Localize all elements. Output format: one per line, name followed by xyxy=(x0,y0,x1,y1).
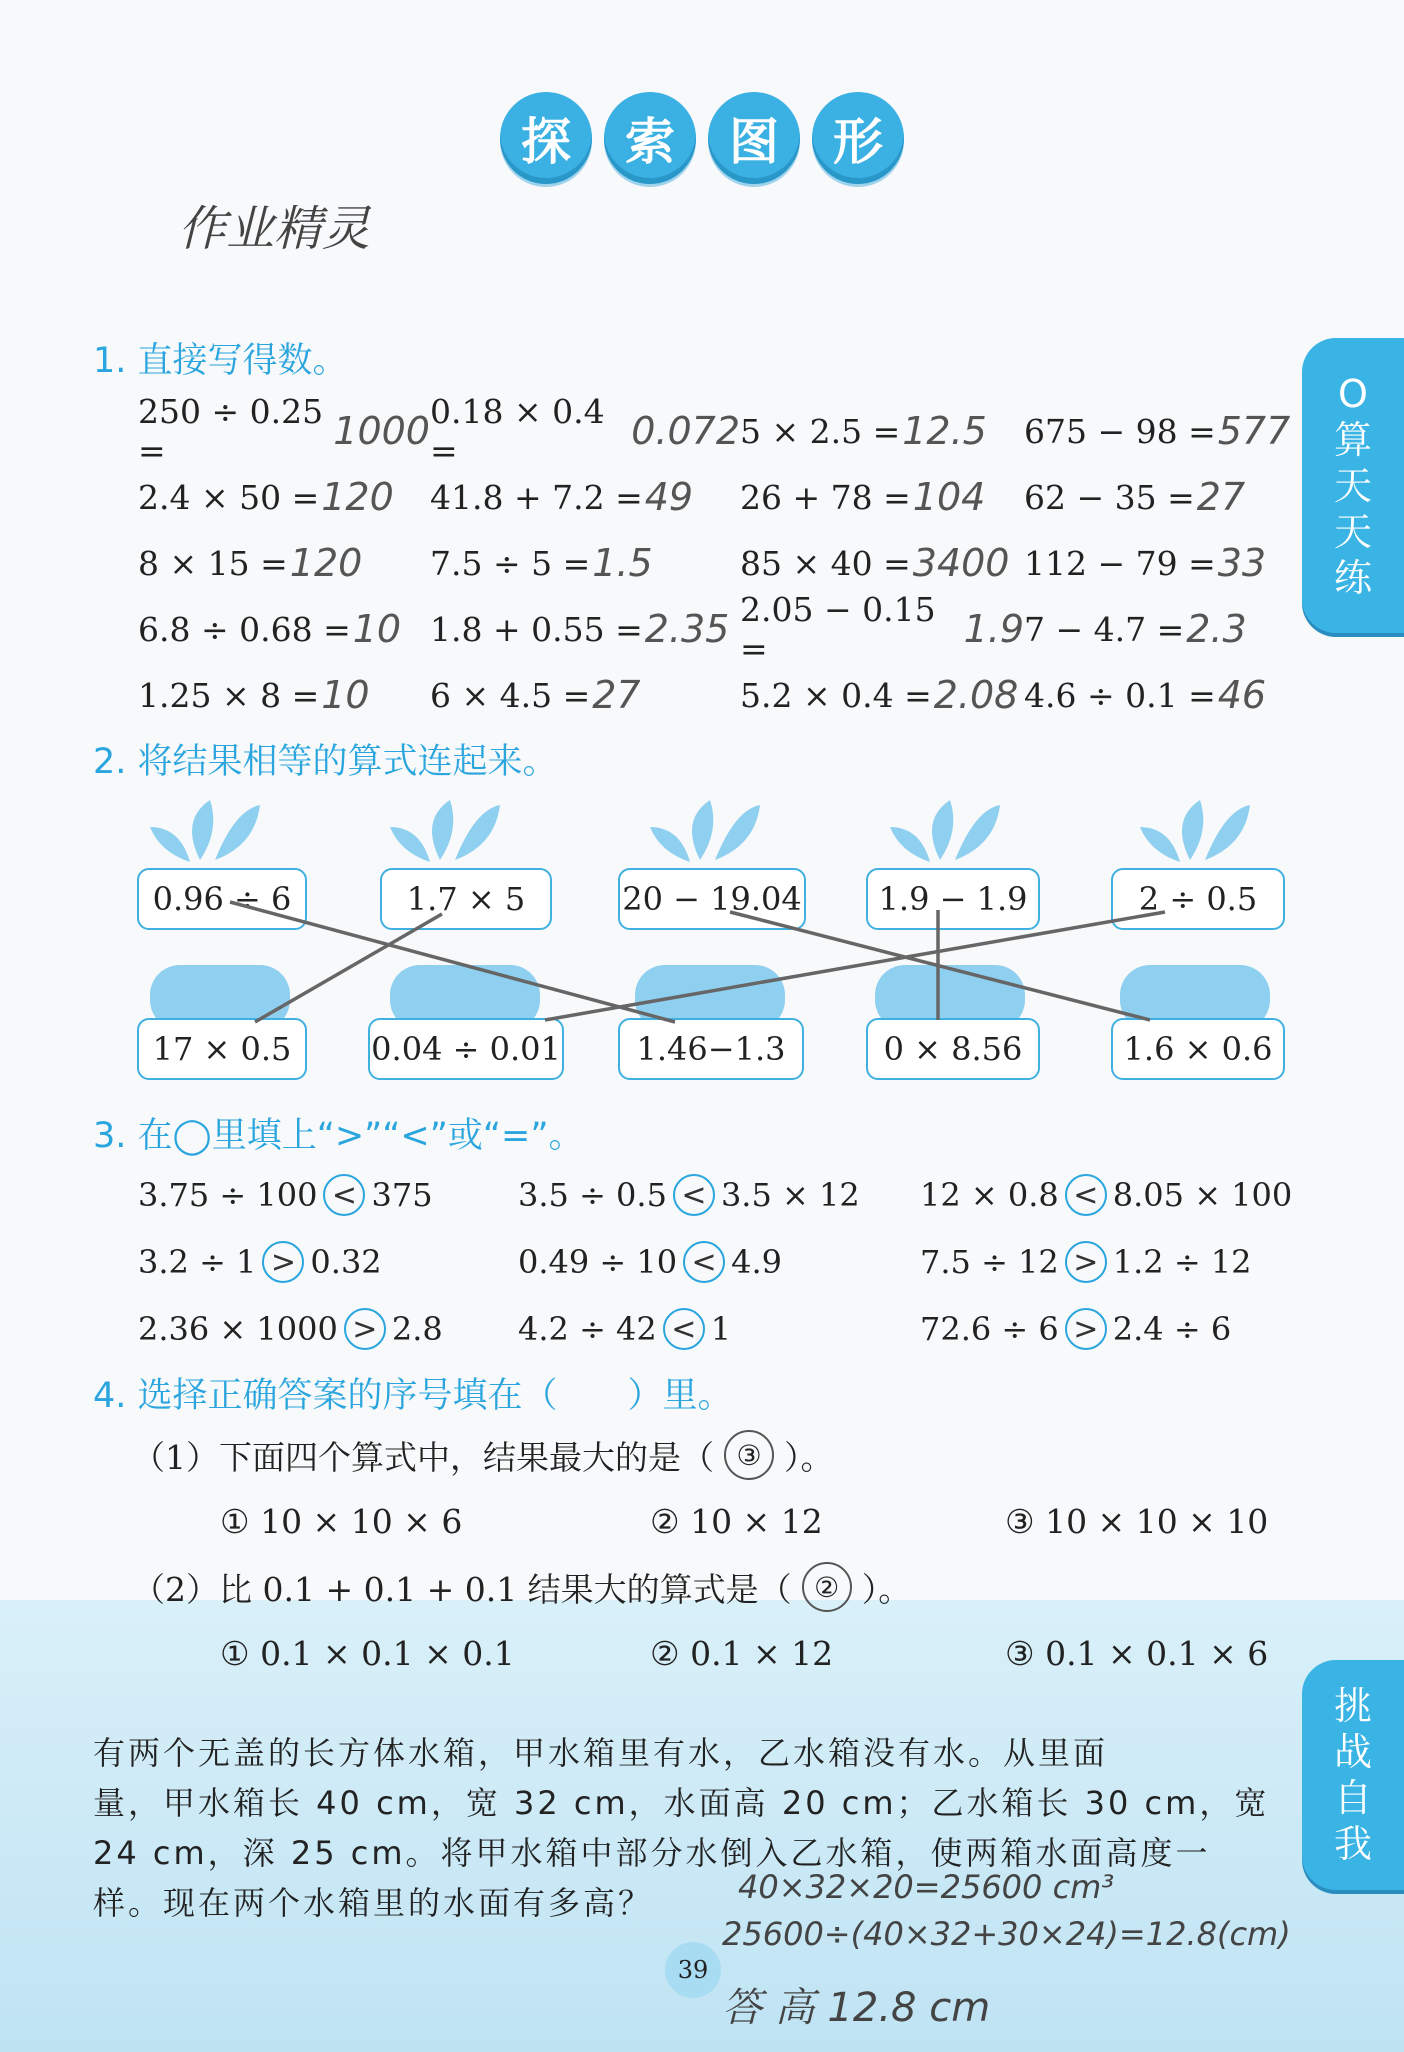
expression-box-top[interactable]: 1.9 − 1.9 xyxy=(866,868,1040,930)
comparison-item xyxy=(518,1174,860,1216)
tab-char: 战 xyxy=(1333,1730,1372,1774)
right-expr: 1 xyxy=(710,1310,732,1348)
expression: 4.6 ÷ 0.1 = xyxy=(1024,675,1216,715)
math-item xyxy=(1024,673,1294,717)
math-item xyxy=(1024,409,1294,453)
comparison-item xyxy=(920,1174,1292,1216)
answer: 46 xyxy=(1217,673,1267,717)
answer: 120 xyxy=(321,475,394,519)
answer: 1.5 xyxy=(592,541,653,585)
handwritten-note: 作业精灵 xyxy=(178,201,371,257)
right-expr: 4.9 xyxy=(731,1243,783,1281)
math-item xyxy=(1024,607,1294,651)
expression: 250 ÷ 0.25 = xyxy=(138,392,324,470)
math-item xyxy=(740,541,1024,585)
answer: 104 xyxy=(912,475,986,519)
math-row xyxy=(138,662,1294,728)
left-expr: 3.5 ÷ 0.5 xyxy=(518,1176,667,1214)
compare-circle[interactable]: < xyxy=(683,1241,725,1283)
handwritten-work-line: 40×32×20=25600 cm³ xyxy=(738,1868,1115,1906)
math-row xyxy=(138,464,1294,530)
answer: 577 xyxy=(1217,409,1291,453)
expression-box-top[interactable]: 2 ÷ 0.5 xyxy=(1111,868,1285,930)
compare-circle[interactable]: < xyxy=(673,1174,715,1216)
math-item xyxy=(430,475,740,519)
answer: 3400 xyxy=(912,541,1010,585)
compare-circle[interactable]: > xyxy=(262,1241,304,1283)
page-number: 39 xyxy=(665,1942,721,1998)
answer: 1.9 xyxy=(963,607,1024,651)
side-tab-challenge xyxy=(1302,1660,1404,1890)
section-1-heading: 1. 直接写得数。 xyxy=(93,341,348,381)
right-expr: 2.8 xyxy=(391,1310,443,1348)
handwritten-work-line: 25600÷(40×32+30×24)=12.8(cm) xyxy=(722,1915,1291,1953)
expression: 62 − 35 = xyxy=(1024,477,1195,517)
math-row xyxy=(138,392,1294,470)
answer: 10 xyxy=(352,607,402,651)
answer: 2.08 xyxy=(933,673,1019,717)
option: ② 0.1 × 12 xyxy=(650,1634,834,1673)
math-item xyxy=(740,409,1024,453)
tab-char: 我 xyxy=(1333,1822,1372,1866)
problem-line: 量，甲水箱长 40 cm，宽 32 cm，水面高 20 cm；乙水箱长 30 cm，宽 xyxy=(93,1784,1270,1822)
expression: 2.4 × 50 = xyxy=(138,477,320,517)
comparison-item xyxy=(518,1308,731,1350)
expression: 675 − 98 = xyxy=(1024,411,1216,451)
math-item xyxy=(430,392,740,470)
answer: 1000 xyxy=(333,409,430,453)
expression: 1.8 + 0.55 = xyxy=(430,609,643,649)
answer: 33 xyxy=(1217,541,1267,585)
tab-char: 算 xyxy=(1333,417,1372,462)
answer-slot[interactable]: ② xyxy=(802,1562,852,1612)
left-expr: 2.36 × 1000 xyxy=(138,1310,338,1348)
math-item xyxy=(138,541,430,585)
right-expr: 1.2 ÷ 12 xyxy=(1112,1243,1252,1281)
compare-circle[interactable]: > xyxy=(1065,1308,1107,1350)
choice-question-2 xyxy=(132,1562,911,1612)
tab-char: 天 xyxy=(1333,509,1372,554)
expression-box-bottom[interactable]: 1.46−1.3 xyxy=(618,1018,804,1080)
page-title xyxy=(500,92,904,184)
right-expr: 2.4 ÷ 6 xyxy=(1112,1310,1232,1348)
math-item xyxy=(138,392,430,470)
handwritten-answer: 答 高 12.8 cm xyxy=(722,1985,991,2031)
expression-box-bottom[interactable]: 0.04 ÷ 0.01 xyxy=(368,1018,564,1080)
title-char: 形 xyxy=(812,92,904,184)
tab-char: 挑 xyxy=(1333,1684,1372,1728)
math-row xyxy=(138,530,1294,596)
comparison-item xyxy=(138,1308,443,1350)
title-char: 探 xyxy=(500,92,592,184)
comparison-item xyxy=(138,1241,382,1283)
right-expr: 375 xyxy=(371,1176,433,1214)
expression: 7.5 ÷ 5 = xyxy=(430,543,591,583)
left-expr: 3.75 ÷ 100 xyxy=(138,1176,318,1214)
right-expr: 3.5 × 12 xyxy=(720,1176,860,1214)
expression: 6 × 4.5 = xyxy=(430,675,591,715)
left-expr: 72.6 ÷ 6 xyxy=(920,1310,1059,1348)
compare-circle[interactable]: < xyxy=(663,1308,705,1350)
expression-box-bottom[interactable]: 17 × 0.5 xyxy=(137,1018,307,1080)
expression: 85 × 40 = xyxy=(740,543,911,583)
answer-slot[interactable]: ③ xyxy=(724,1430,774,1480)
tab-char: O xyxy=(1338,371,1368,416)
question-text: （1）下面四个算式中，结果最大的是（ xyxy=(132,1437,714,1477)
math-item xyxy=(430,541,740,585)
answer: 120 xyxy=(289,541,363,585)
math-item xyxy=(430,607,740,651)
expression: 26 + 78 = xyxy=(740,477,911,517)
expression: 112 − 79 = xyxy=(1024,543,1216,583)
title-char: 图 xyxy=(708,92,800,184)
expression: 7 − 4.7 = xyxy=(1024,609,1185,649)
expression-box-top[interactable]: 20 − 19.04 xyxy=(618,868,806,930)
right-expr: 0.32 xyxy=(310,1243,382,1281)
answer: 10 xyxy=(321,673,370,717)
question-text: （2）比 0.1 + 0.1 + 0.1 结果大的算式是（ xyxy=(132,1569,792,1609)
expression: 0.18 × 0.4 = xyxy=(430,392,605,470)
option: ③ 0.1 × 0.1 × 6 xyxy=(1005,1634,1269,1673)
section-3-heading: 3. 在◯里填上“>”“<”或“=”。 xyxy=(93,1116,584,1156)
answer: 12.5 xyxy=(902,409,987,453)
expression: 8 × 15 = xyxy=(138,543,288,583)
expression: 2.05 − 0.15 = xyxy=(740,590,936,668)
section-2-heading: 2. 将结果相等的算式连起来。 xyxy=(93,742,558,782)
math-item xyxy=(1024,475,1294,519)
math-item xyxy=(430,673,740,717)
compare-circle[interactable]: < xyxy=(323,1174,365,1216)
answer: 2.3 xyxy=(1186,607,1247,651)
math-row xyxy=(138,590,1294,668)
expression: 5.2 × 0.4 = xyxy=(740,675,932,715)
side-tab-daily-practice xyxy=(1302,338,1404,633)
option: ① 10 × 10 × 6 xyxy=(220,1502,463,1541)
expression: 5 × 2.5 = xyxy=(740,411,901,451)
option: ② 10 × 12 xyxy=(650,1502,823,1541)
title-char: 索 xyxy=(604,92,696,184)
comparison-item xyxy=(138,1174,433,1216)
answer: 0.072 xyxy=(631,409,740,453)
math-item xyxy=(138,673,430,717)
answer: 49 xyxy=(644,475,694,519)
option: ③ 10 × 10 × 10 xyxy=(1005,1502,1269,1541)
compare-circle[interactable]: > xyxy=(1065,1241,1107,1283)
expression: 6.8 ÷ 0.68 = xyxy=(138,609,351,649)
math-item xyxy=(740,590,1024,668)
compare-circle[interactable]: < xyxy=(1065,1174,1107,1216)
expression-box-bottom[interactable]: 1.6 × 0.6 xyxy=(1111,1018,1285,1080)
expression-box-top[interactable]: 1.7 × 5 xyxy=(380,868,552,930)
comparison-item xyxy=(920,1308,1231,1350)
tab-char: 练 xyxy=(1333,555,1372,600)
problem-line: 24 cm，深 25 cm。将甲水箱中部分水倒入乙水箱，使两箱水面高度一 xyxy=(93,1834,1211,1872)
left-expr: 4.2 ÷ 42 xyxy=(518,1310,657,1348)
comparison-item xyxy=(518,1241,782,1283)
tab-char: 自 xyxy=(1333,1776,1372,1820)
answer: 27 xyxy=(592,673,641,717)
right-expr: 8.05 × 100 xyxy=(1112,1176,1293,1214)
left-expr: 12 × 0.8 xyxy=(920,1176,1059,1214)
problem-line: 有两个无盖的长方体水箱，甲水箱里有水，乙水箱没有水。从里面 xyxy=(93,1734,1109,1772)
choice-question-1 xyxy=(132,1430,834,1480)
answer: 2.35 xyxy=(644,607,730,651)
math-item xyxy=(138,475,430,519)
expression: 41.8 + 7.2 = xyxy=(430,477,643,517)
comparison-item xyxy=(920,1241,1252,1283)
math-item xyxy=(740,475,1024,519)
expression: 1.25 × 8 = xyxy=(138,675,320,715)
left-expr: 7.5 ÷ 12 xyxy=(920,1243,1059,1281)
math-item xyxy=(138,607,430,651)
math-item xyxy=(740,673,1024,717)
answer: 27 xyxy=(1196,475,1246,519)
math-item xyxy=(1024,541,1294,585)
lotus-leaves xyxy=(150,800,1250,862)
left-expr: 0.49 ÷ 10 xyxy=(518,1243,678,1281)
option: ① 0.1 × 0.1 × 0.1 xyxy=(220,1634,515,1673)
tab-char: 天 xyxy=(1333,463,1372,508)
question-end: ）。 xyxy=(784,1437,834,1477)
compare-circle[interactable]: > xyxy=(344,1308,386,1350)
expression-box-top[interactable]: 0.96 ÷ 6 xyxy=(137,868,307,930)
problem-line: 样。现在两个水箱里的水面有多高？ xyxy=(93,1884,654,1922)
mental-math-grid xyxy=(138,392,1294,728)
question-end: ）。 xyxy=(861,1569,912,1609)
expression-box-bottom[interactable]: 0 × 8.56 xyxy=(866,1018,1040,1080)
left-expr: 3.2 ÷ 1 xyxy=(138,1243,257,1281)
section-4-heading: 4. 选择正确答案的序号填在（ ）里。 xyxy=(93,1376,733,1416)
